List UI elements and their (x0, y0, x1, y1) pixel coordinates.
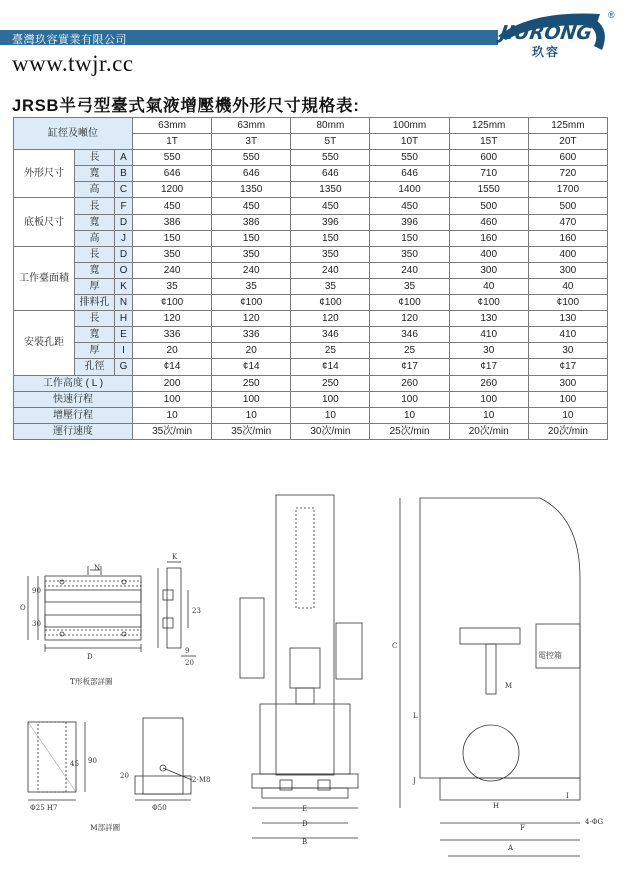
m-detail-caption: M部詳圖 (90, 823, 121, 832)
value-cell: 150 (133, 230, 212, 246)
sub-label: 高 (75, 182, 115, 198)
bore-header: 63mm (133, 118, 212, 134)
value-cell: ¢14 (291, 359, 370, 375)
corner-header: 缸徑及噸位 (14, 118, 133, 150)
bore-header: 100mm (370, 118, 449, 134)
code-label: I (115, 343, 133, 359)
label-k: K (172, 553, 178, 561)
label-90b: 90 (88, 757, 97, 765)
value-cell: 100 (133, 391, 212, 407)
value-cell: 30 (528, 343, 607, 359)
value-cell: 10 (133, 407, 212, 423)
value-cell: 120 (291, 311, 370, 327)
value-cell: 130 (528, 311, 607, 327)
control-box-label: 電控箱 (538, 651, 562, 660)
value-cell: 336 (212, 327, 291, 343)
table-row (14, 311, 608, 327)
value-cell: 396 (370, 214, 449, 230)
technical-drawings (0, 478, 630, 877)
table-row (14, 150, 608, 166)
label-phi25: Φ25 H7 (30, 804, 58, 812)
footer-label: 工作高度 ( L ) (14, 375, 133, 391)
table-row (14, 423, 608, 439)
label-g: 4-ΦG (585, 818, 604, 826)
spec-table (13, 117, 608, 440)
value-cell: 400 (528, 246, 607, 262)
value-cell: 35 (133, 278, 212, 294)
value-cell: 346 (370, 327, 449, 343)
code-label: J (115, 230, 133, 246)
value-cell: 300 (528, 375, 607, 391)
bore-header: 63mm (212, 118, 291, 134)
value-cell: 100 (449, 391, 528, 407)
ton-header: 1T (133, 134, 212, 150)
table-row (14, 278, 608, 294)
value-cell: 150 (291, 230, 370, 246)
label-a: A (508, 844, 514, 852)
t-plate-drawing (28, 566, 141, 652)
value-cell: 1550 (449, 182, 528, 198)
bore-header: 125mm (449, 118, 528, 134)
value-cell: ¢100 (449, 295, 528, 311)
label-e: E (302, 805, 308, 813)
code-label: D (115, 246, 133, 262)
code-label: O (115, 262, 133, 278)
table-row (14, 230, 608, 246)
value-cell: 1400 (370, 182, 449, 198)
value-cell: 35次/min (133, 423, 212, 439)
side-view-machine (400, 498, 580, 856)
bore-header: 125mm (528, 118, 607, 134)
label-f: F (520, 824, 525, 832)
value-cell: ¢17 (449, 359, 528, 375)
value-cell: 30次/min (291, 423, 370, 439)
value-cell: 250 (291, 375, 370, 391)
ton-header: 10T (370, 134, 449, 150)
value-cell: 646 (133, 166, 212, 182)
logo-text: JIURONG (498, 21, 594, 44)
value-cell: 720 (528, 166, 607, 182)
m-detail-view (135, 718, 192, 800)
value-cell: 450 (212, 198, 291, 214)
value-cell: 550 (291, 150, 370, 166)
value-cell: 350 (291, 246, 370, 262)
sub-label: 長 (75, 198, 115, 214)
code-label: E (115, 327, 133, 343)
logo-chinese: 玖容 (532, 45, 561, 59)
value-cell: 260 (449, 375, 528, 391)
value-cell: 10 (212, 407, 291, 423)
value-cell: 250 (212, 375, 291, 391)
value-cell: 386 (133, 214, 212, 230)
value-cell: 150 (370, 230, 449, 246)
code-label: H (115, 311, 133, 327)
value-cell: 200 (133, 375, 212, 391)
bore-header: 80mm (291, 118, 370, 134)
table-row (14, 214, 608, 230)
group-label: 工作臺面積 (14, 246, 75, 310)
label-m8: 2-M8 (192, 776, 211, 784)
table-row (14, 198, 608, 214)
value-cell: ¢100 (528, 295, 607, 311)
value-cell: 260 (370, 375, 449, 391)
sub-label: 長 (75, 311, 115, 327)
sub-label: 孔徑 (75, 359, 115, 375)
group-label: 安裝孔距 (14, 311, 75, 375)
table-row (14, 359, 608, 375)
value-cell: 1350 (212, 182, 291, 198)
website-url[interactable]: www.twjr.cc (12, 51, 134, 76)
sub-label: 厚 (75, 343, 115, 359)
value-cell: 10 (370, 407, 449, 423)
value-cell: 710 (449, 166, 528, 182)
value-cell: 240 (133, 262, 212, 278)
value-cell: 550 (370, 150, 449, 166)
value-cell: 1200 (133, 182, 212, 198)
code-label: B (115, 166, 133, 182)
sub-label: 厚 (75, 278, 115, 294)
value-cell: 646 (291, 166, 370, 182)
footer-label: 增壓行程 (14, 407, 133, 423)
value-cell: 20次/min (528, 423, 607, 439)
label-j: J (413, 777, 416, 785)
value-cell: 386 (212, 214, 291, 230)
value-cell: ¢100 (291, 295, 370, 311)
value-cell: 100 (291, 391, 370, 407)
value-cell: 25 (291, 343, 370, 359)
value-cell: ¢14 (212, 359, 291, 375)
value-cell: 120 (133, 311, 212, 327)
value-cell: 500 (528, 198, 607, 214)
value-cell: ¢100 (133, 295, 212, 311)
group-label: 外形尺寸 (14, 150, 75, 198)
code-label: N (115, 295, 133, 311)
code-label: A (115, 150, 133, 166)
sub-label: 長 (75, 150, 115, 166)
value-cell: 646 (370, 166, 449, 182)
table-row (14, 182, 608, 198)
table-row (14, 166, 608, 182)
sub-label: 寬 (75, 166, 115, 182)
label-45: 45 (70, 760, 79, 768)
value-cell: 120 (370, 311, 449, 327)
code-label: K (115, 278, 133, 294)
sub-label: 排料孔 (75, 295, 115, 311)
table-row (14, 343, 608, 359)
value-cell: 40 (449, 278, 528, 294)
label-9: 9 (185, 647, 190, 655)
sub-label: 寬 (75, 214, 115, 230)
value-cell: 35 (291, 278, 370, 294)
table-row (14, 118, 608, 134)
sub-label: 高 (75, 230, 115, 246)
value-cell: 120 (212, 311, 291, 327)
value-cell: 100 (528, 391, 607, 407)
value-cell: 40 (528, 278, 607, 294)
table-row (14, 391, 608, 407)
page-title: JRSB半弓型臺式氣液增壓機外形尺寸規格表: (12, 97, 360, 115)
label-n: N (94, 564, 101, 572)
value-cell: 25 (370, 343, 449, 359)
value-cell: 450 (370, 198, 449, 214)
label-i: I (566, 792, 569, 800)
value-cell: 550 (212, 150, 291, 166)
label-20: 20 (185, 659, 194, 667)
label-l: L (413, 712, 418, 720)
value-cell: 1700 (528, 182, 607, 198)
value-cell: 460 (449, 214, 528, 230)
table-row (14, 295, 608, 311)
value-cell: 150 (212, 230, 291, 246)
label-23: 23 (192, 607, 201, 615)
value-cell: 240 (291, 262, 370, 278)
table-row (14, 262, 608, 278)
value-cell: 600 (449, 150, 528, 166)
value-cell: 450 (291, 198, 370, 214)
value-cell: 470 (528, 214, 607, 230)
value-cell: ¢17 (370, 359, 449, 375)
footer-label: 快速行程 (14, 391, 133, 407)
label-phi50: Φ50 (152, 804, 167, 812)
value-cell: 20 (212, 343, 291, 359)
value-cell: 450 (133, 198, 212, 214)
value-cell: 600 (528, 150, 607, 166)
ton-header: 20T (528, 134, 607, 150)
value-cell: 35次/min (212, 423, 291, 439)
value-cell: 35 (212, 278, 291, 294)
company-name: 臺灣玖容實業有限公司 (12, 34, 127, 46)
value-cell: 300 (528, 262, 607, 278)
value-cell: 20次/min (449, 423, 528, 439)
value-cell: 10 (449, 407, 528, 423)
t-plate-caption: T形板部詳圖 (70, 677, 113, 686)
value-cell: 410 (528, 327, 607, 343)
value-cell: ¢100 (370, 295, 449, 311)
label-h: H (493, 802, 500, 810)
group-label: 底板尺寸 (14, 198, 75, 246)
value-cell: 396 (291, 214, 370, 230)
code-label: C (115, 182, 133, 198)
value-cell: 160 (449, 230, 528, 246)
table-row (14, 375, 608, 391)
sub-label: 寬 (75, 262, 115, 278)
value-cell: 30 (449, 343, 528, 359)
label-b: B (302, 838, 308, 846)
table-row (14, 246, 608, 262)
value-cell: 350 (370, 246, 449, 262)
label-m: M (505, 682, 513, 690)
value-cell: 346 (291, 327, 370, 343)
value-cell: 100 (370, 391, 449, 407)
footer-label: 運行速度 (14, 423, 133, 439)
label-o: O (20, 604, 26, 612)
value-cell: 10 (528, 407, 607, 423)
value-cell: 410 (449, 327, 528, 343)
value-cell: 336 (133, 327, 212, 343)
value-cell: 35 (370, 278, 449, 294)
label-30: 30 (32, 620, 41, 628)
front-view-machine (240, 495, 362, 838)
value-cell: ¢100 (212, 295, 291, 311)
value-cell: 240 (370, 262, 449, 278)
label-d2: D (302, 820, 308, 828)
table-row (14, 327, 608, 343)
label-90: 90 (32, 587, 41, 595)
value-cell: 550 (133, 150, 212, 166)
code-label: D (115, 214, 133, 230)
value-cell: 300 (449, 262, 528, 278)
code-label: G (115, 359, 133, 375)
ton-header: 3T (212, 134, 291, 150)
value-cell: 20 (133, 343, 212, 359)
label-c: C (392, 642, 398, 650)
label-20b: 20 (120, 772, 129, 780)
t-plate-section (158, 562, 196, 656)
value-cell: 160 (528, 230, 607, 246)
value-cell: 130 (449, 311, 528, 327)
value-cell: 350 (133, 246, 212, 262)
sub-label: 長 (75, 246, 115, 262)
registered-mark: ® (608, 10, 615, 20)
value-cell: 400 (449, 246, 528, 262)
sub-label: 寬 (75, 327, 115, 343)
value-cell: 350 (212, 246, 291, 262)
value-cell: 1350 (291, 182, 370, 198)
value-cell: 10 (291, 407, 370, 423)
table-row (14, 407, 608, 423)
ton-header: 5T (291, 134, 370, 150)
value-cell: ¢14 (133, 359, 212, 375)
code-label: F (115, 198, 133, 214)
value-cell: 240 (212, 262, 291, 278)
label-d: D (87, 653, 93, 661)
value-cell: 500 (449, 198, 528, 214)
value-cell: 25次/min (370, 423, 449, 439)
value-cell: 100 (212, 391, 291, 407)
value-cell: ¢17 (528, 359, 607, 375)
ton-header: 15T (449, 134, 528, 150)
value-cell: 646 (212, 166, 291, 182)
